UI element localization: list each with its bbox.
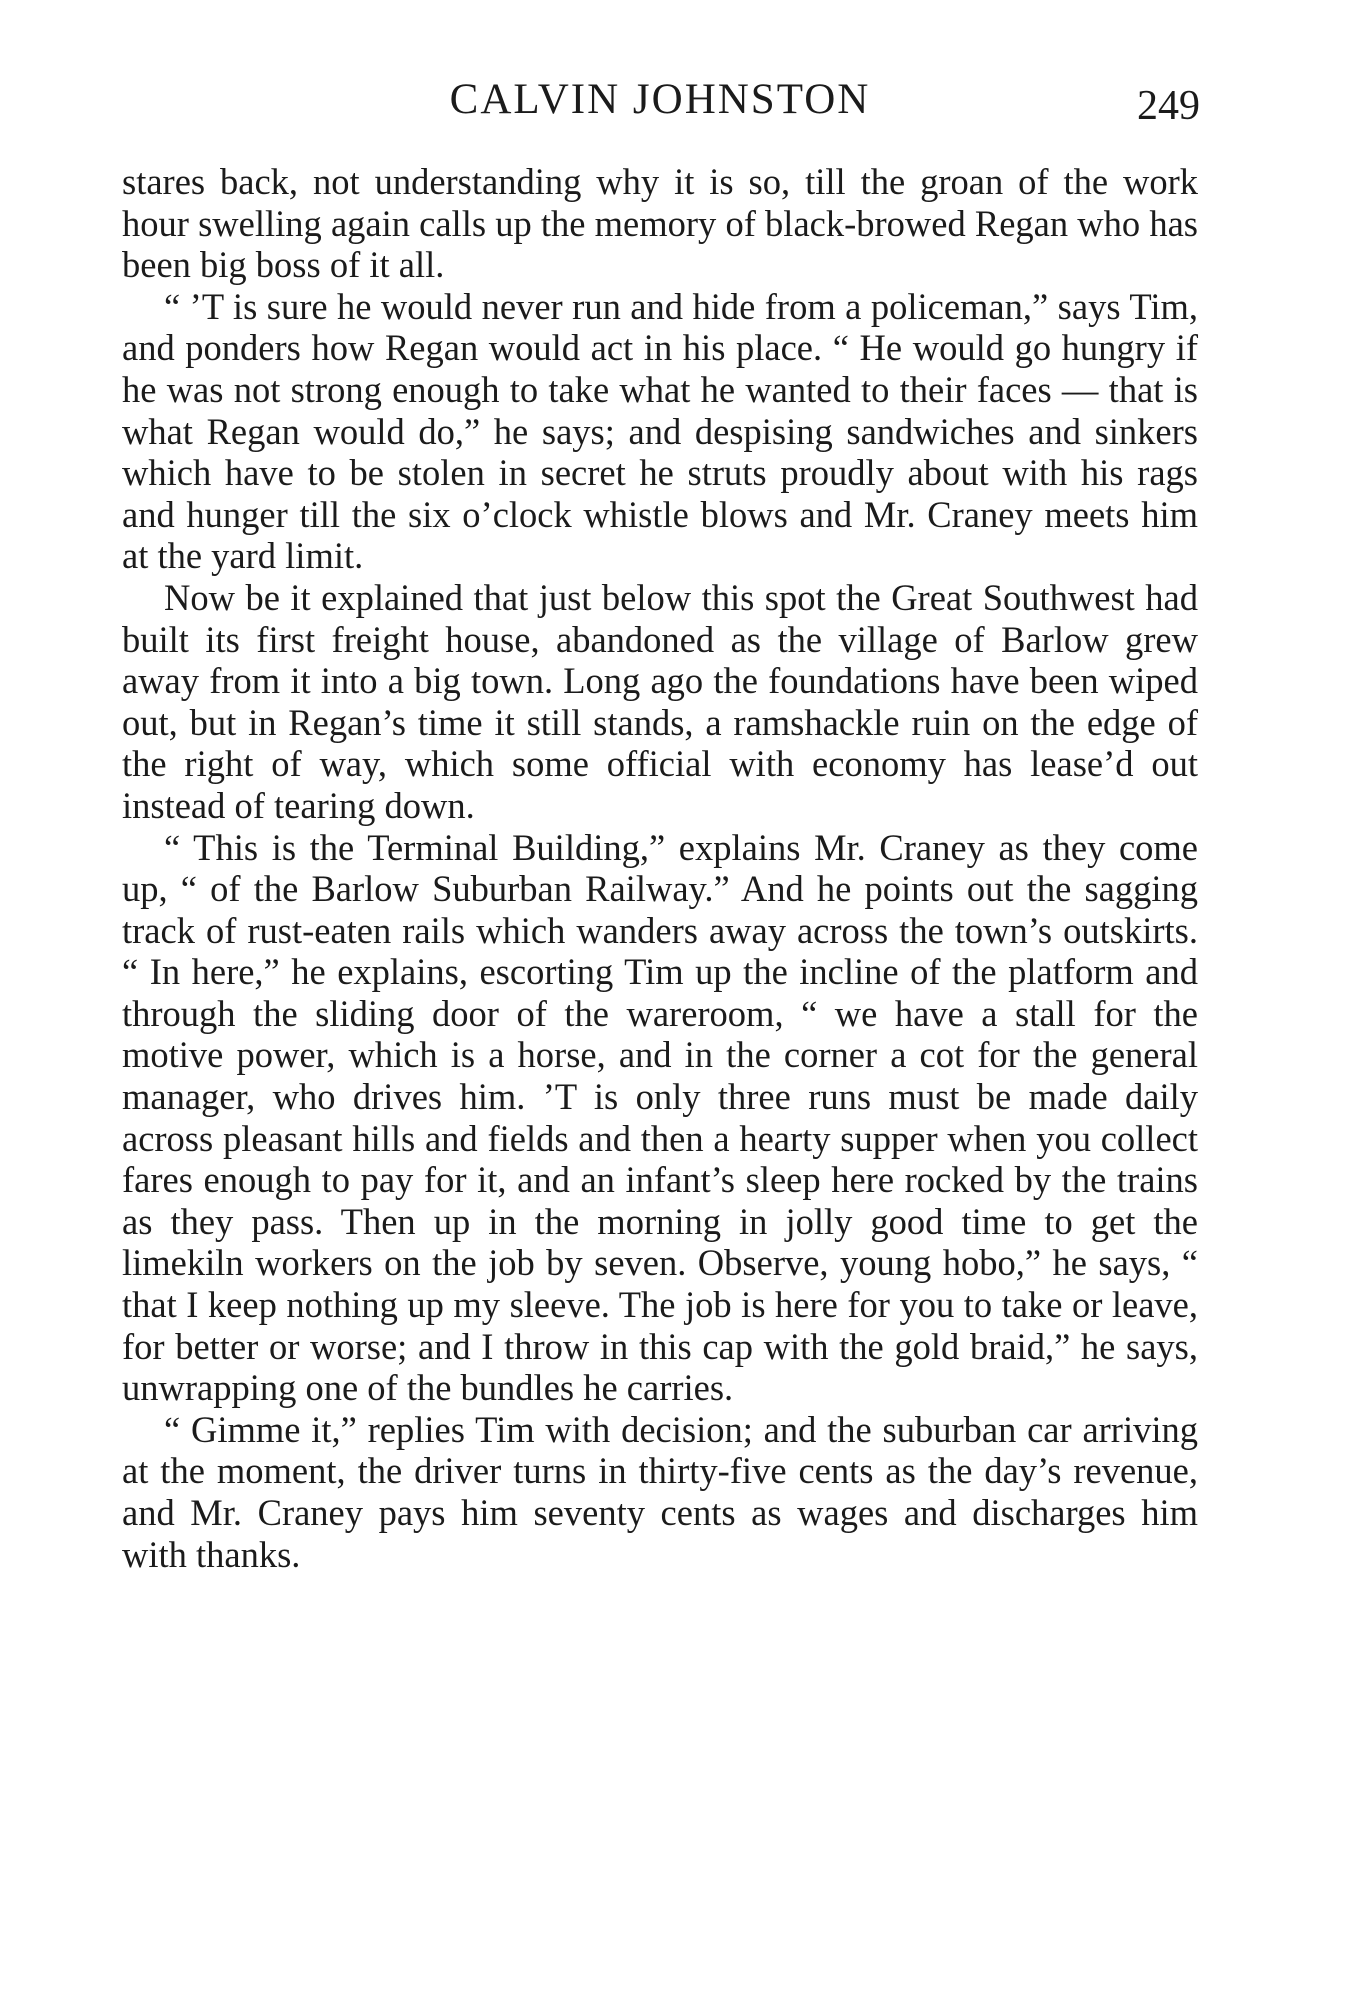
paragraph: Now be it explained that just below this spot the Great Southwest had built its first freight house, abandoned as the village of Barlow grew away from it into a big town. Long ago the foundations have been wiped out, but in Regan’s time it still stands, a ramshackle ruin on the edge of the right of way, which some official with economy has lease’d out instead of tearing down. <box>122 576 1198 826</box>
paragraph: “ ’T is sure he would never run and hide from a policeman,” says Tim, and ponders how Regan would act in his place. “ He would go hungry if he was not strong enough to take what he wanted to their faces — that is what Regan would do,” he says; and despising sandwiches and sinkers which have to be stolen in secret he struts proudly about with his rags and hunger till the six o’clock whistle blows and Mr. Craney meets him at the yard limit. <box>122 285 1198 577</box>
paragraph: “ Gimme it,” replies Tim with decision; and the suburban car arriving at the moment, the driver turns in thirty-five cents as the day’s revenue, and Mr. Craney pays him seventy cents as wages and discharges him with thanks. <box>122 1408 1198 1575</box>
body-text <box>122 161 1198 1575</box>
paragraph: “ This is the Terminal Building,” explains Mr. Craney as they come up, “ of the Barlow Suburban Railway.” And he points out the sagging track of rust-eaten rails which wanders away across the town’s outskirts. “ In here,” he explains, escorting Tim up the incline of the platform and through the sliding door of the wareroom, “ we have a stall for the motive power, which is a horse, and in the corner a cot for the general manager, who drives him. ’T is only three runs must be made daily across pleasant hills and fields and then a hearty supper when you collect fares enough to pay for it, and an infant’s sleep here rocked by the trains as they pass. Then up in the morning in jolly good time to get the limekiln workers on the job by seven. Observe, young hobo,” he says, “ that I keep nothing up my sleeve. The job is here for you to take or leave, for better or worse; and I throw in this cap with the gold braid,” he says, unwrapping one of the bundles he carries. <box>122 826 1198 1409</box>
page-header <box>120 72 1200 128</box>
page-number: 249 <box>1137 83 1200 129</box>
running-title: CALVIN JOHNSTON <box>449 76 871 123</box>
paragraph-continuation: stares back, not understanding why it is so, till the groan of the work hour swelling again calls up the memory of black-browed Regan who has been big boss of it all. <box>122 161 1198 286</box>
